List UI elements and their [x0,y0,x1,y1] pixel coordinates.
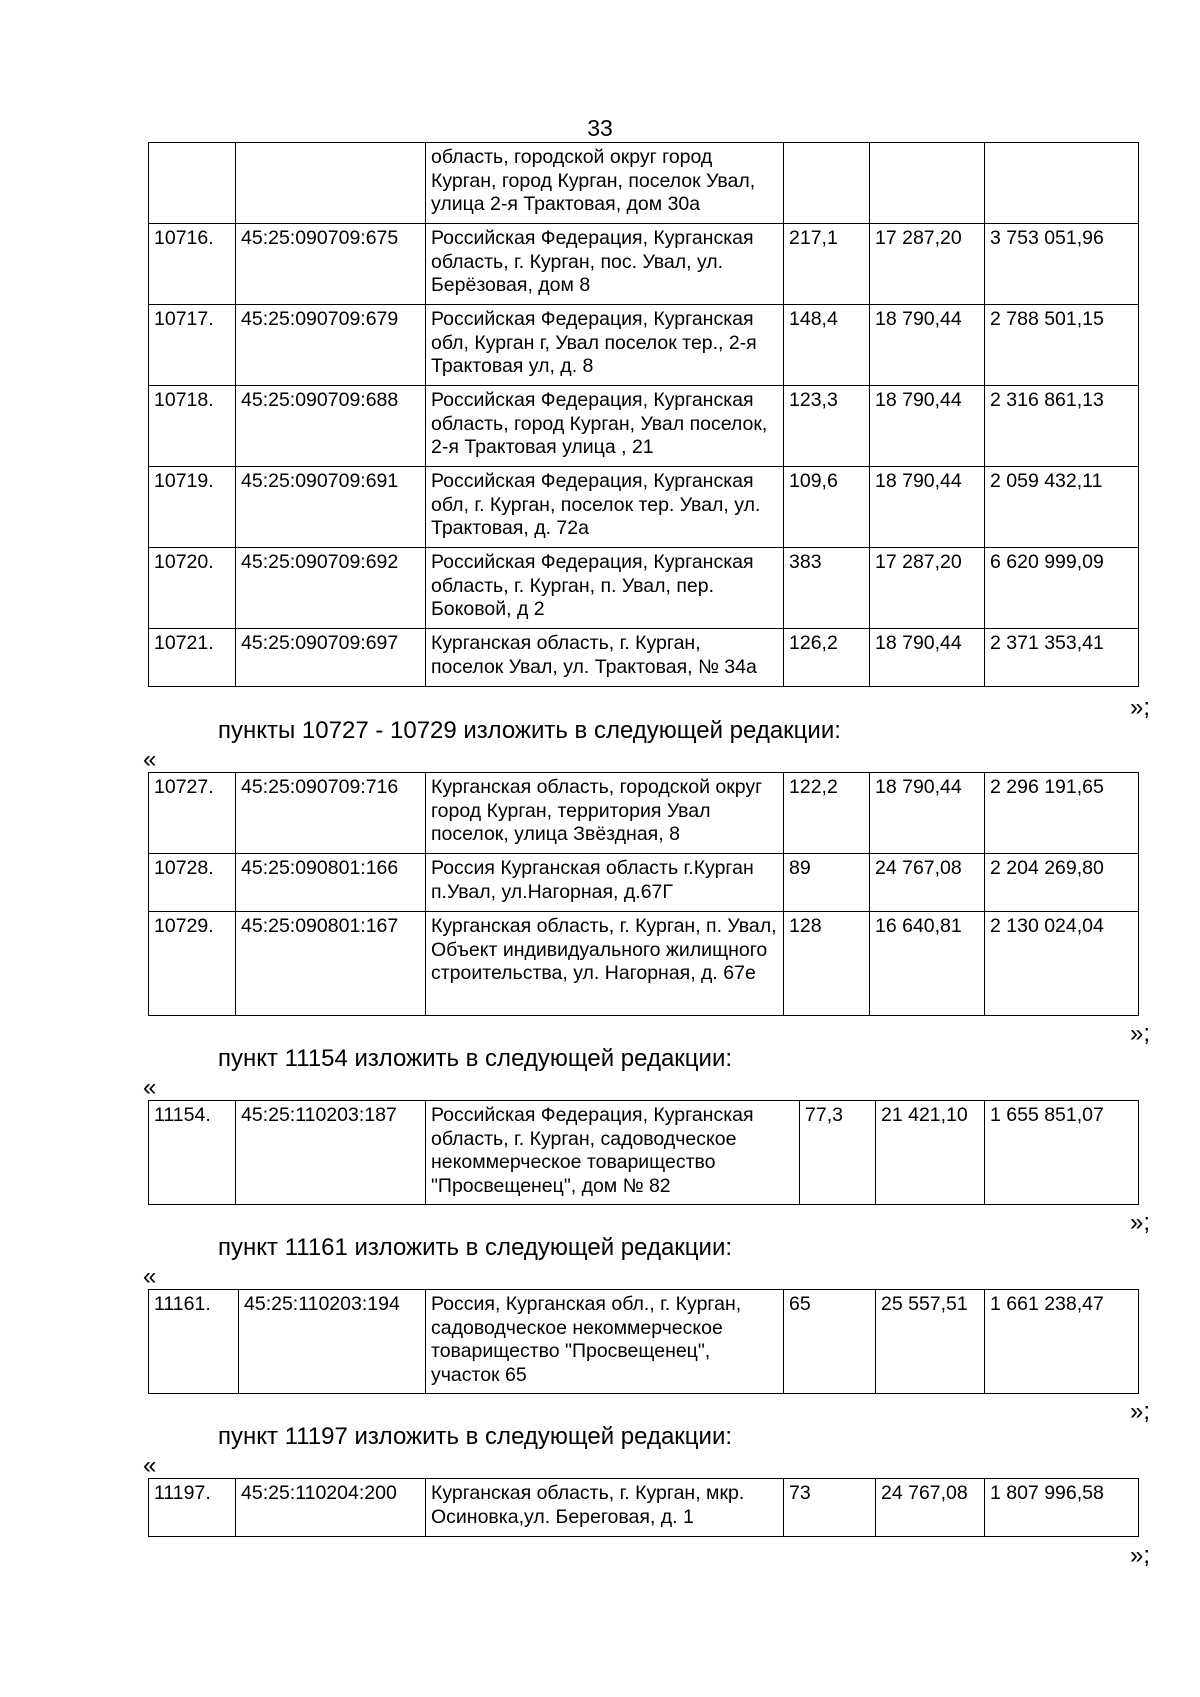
address-cell: Россия Курганская область г.Курган п.Увал, ул.Нагорная, д.67Г [426,854,784,912]
row-number-cell: 10719. [149,467,236,548]
row-number-cell: 11154. [149,1101,236,1205]
heading-2: пункты 10727 - 10729 изложить в следующей редакции: [218,717,841,744]
row-number-cell: 10728. [149,854,236,912]
row-number-cell: 10717. [149,305,236,386]
table-3-container [148,1100,1139,1205]
cadastral-number-cell: 45:25:090709:692 [236,548,426,629]
area-cell [784,143,870,224]
close-quote-2: »; [1129,1020,1150,1047]
heading-5: пункт 11197 изложить в следующей редакции: [218,1423,733,1450]
table-4-container [148,1289,1139,1394]
table-row [149,143,1139,224]
table-row [149,629,1139,687]
address-cell: Курганская область, г. Курган, п. Увал, Объект индивидуального жилищного строительства, ул. Нагорная, д. 67е [426,912,784,1016]
row-number-cell: 10716. [149,224,236,305]
address-cell: Курганская область, городской округ город Курган, территория Увал поселок, улица Звёздная, 8 [426,773,784,854]
close-quote-3: »; [1129,1209,1150,1236]
cadastral-number-cell: 45:25:090801:167 [236,912,426,1016]
address-cell: Курганская область, г. Курган, поселок Увал, ул. Трактовая, № 34а [426,629,784,687]
cadastral-number-cell [236,143,426,224]
rate-cell: 25 557,51 [876,1290,985,1394]
cadastral-number-cell: 45:25:090709:716 [236,773,426,854]
row-number-cell: 10729. [149,912,236,1016]
table-5-container [148,1478,1139,1537]
row-number-cell: 10721. [149,629,236,687]
area-cell: 128 [784,912,870,1016]
rate-cell: 18 790,44 [870,386,985,467]
cost-cell: 2 204 269,80 [985,854,1139,912]
table-row [149,1290,1139,1394]
rate-cell: 24 767,08 [870,854,985,912]
address-cell: область, городской округ город Курган, город Курган, поселок Увал, улица 2-я Трактовая, дом 30а [426,143,784,224]
cadastral-number-cell: 45:25:110203:187 [236,1101,426,1205]
table-row [149,224,1139,305]
cost-cell: 3 753 051,96 [985,224,1139,305]
cadastral-number-cell: 45:25:090709:679 [236,305,426,386]
rate-cell: 18 790,44 [870,305,985,386]
area-cell: 123,3 [784,386,870,467]
area-cell: 126,2 [784,629,870,687]
cost-cell: 2 059 432,11 [985,467,1139,548]
table-row [149,386,1139,467]
table-row [149,305,1139,386]
close-quote-4: »; [1129,1398,1150,1425]
row-number-cell: 11197. [149,1479,236,1537]
cadastral-number-cell: 45:25:110204:200 [236,1479,426,1537]
cost-cell: 2 371 353,41 [985,629,1139,687]
open-quote-2: « [143,746,157,773]
area-cell: 383 [784,548,870,629]
address-cell: Российская Федерация, Курганская область, г. Курган, садоводческое некоммерческое товарищество "Просвещенец", дом № 82 [426,1101,800,1205]
address-cell: Российская Федерация, Курганская обл, г. Курган, поселок тер. Увал, ул. Трактовая, д. 72а [426,467,784,548]
cadastral-number-cell: 45:25:090709:691 [236,467,426,548]
row-number-cell: 10718. [149,386,236,467]
area-cell: 65 [784,1290,876,1394]
cadastral-number-cell: 45:25:090801:166 [236,854,426,912]
cadastral-number-cell: 45:25:110203:194 [239,1290,426,1394]
close-quote-5: »; [1129,1542,1150,1569]
rate-cell: 16 640,81 [870,912,985,1016]
table-2-container [148,772,1139,1016]
table-2 [148,772,1139,1016]
area-cell: 73 [784,1479,876,1537]
cadastral-number-cell: 45:25:090709:675 [236,224,426,305]
address-cell: Курганская область, г. Курган, мкр. Осиновка,ул. Береговая, д. 1 [426,1479,784,1537]
row-number-cell: 11161. [149,1290,239,1394]
area-cell: 109,6 [784,467,870,548]
cadastral-number-cell: 45:25:090709:688 [236,386,426,467]
rate-cell: 24 767,08 [876,1479,985,1537]
table-1 [148,142,1139,687]
close-quote-1: »; [1129,694,1150,721]
table-5 [148,1478,1139,1537]
cadastral-number-cell: 45:25:090709:697 [236,629,426,687]
cost-cell: 1 661 238,47 [985,1290,1139,1394]
rate-cell: 17 287,20 [870,548,985,629]
table-row [149,854,1139,912]
cost-cell: 2 130 024,04 [985,912,1139,1016]
heading-4: пункт 11161 изложить в следующей редакции: [218,1234,733,1261]
open-quote-4: « [143,1263,157,1290]
cost-cell: 2 788 501,15 [985,305,1139,386]
rate-cell: 18 790,44 [870,773,985,854]
row-number-cell: 10720. [149,548,236,629]
row-number-cell [149,143,236,224]
rate-cell [870,143,985,224]
open-quote-5: « [143,1452,157,1479]
cost-cell: 1 655 851,07 [985,1101,1139,1205]
table-row [149,912,1139,1016]
area-cell: 217,1 [784,224,870,305]
page-number: 33 [587,115,613,141]
rate-cell: 18 790,44 [870,629,985,687]
cost-cell: 2 296 191,65 [985,773,1139,854]
cost-cell: 1 807 996,58 [985,1479,1139,1537]
address-cell: Российская Федерация, Курганская обл, Курган г, Увал поселок тер., 2-я Трактовая ул, д. 8 [426,305,784,386]
address-cell: Российская Федерация, Курганская область, город Курган, Увал поселок, 2-я Трактовая улица , 21 [426,386,784,467]
cost-cell: 6 620 999,09 [985,548,1139,629]
rate-cell: 18 790,44 [870,467,985,548]
area-cell: 77,3 [800,1101,876,1205]
row-number-cell: 10727. [149,773,236,854]
area-cell: 148,4 [784,305,870,386]
heading-3: пункт 11154 изложить в следующей редакции: [218,1045,733,1072]
table-row [149,548,1139,629]
table-row [149,773,1139,854]
cost-cell: 2 316 861,13 [985,386,1139,467]
rate-cell: 21 421,10 [876,1101,985,1205]
open-quote-3: « [143,1074,157,1101]
table-3 [148,1100,1139,1205]
table-row [149,467,1139,548]
table-row [149,1101,1139,1205]
rate-cell: 17 287,20 [870,224,985,305]
address-cell: Россия, Курганская обл., г. Курган, садоводческое некоммерческое товарищество "Просвещенец", участок 65 [426,1290,784,1394]
address-cell: Российская Федерация, Курганская область, г. Курган, п. Увал, пер. Боковой, д 2 [426,548,784,629]
area-cell: 89 [784,854,870,912]
table-1-container [148,142,1139,687]
table-4 [148,1289,1139,1394]
address-cell: Российская Федерация, Курганская область, г. Курган, пос. Увал, ул. Берёзовая, дом 8 [426,224,784,305]
area-cell: 122,2 [784,773,870,854]
cost-cell [985,143,1139,224]
table-row [149,1479,1139,1537]
